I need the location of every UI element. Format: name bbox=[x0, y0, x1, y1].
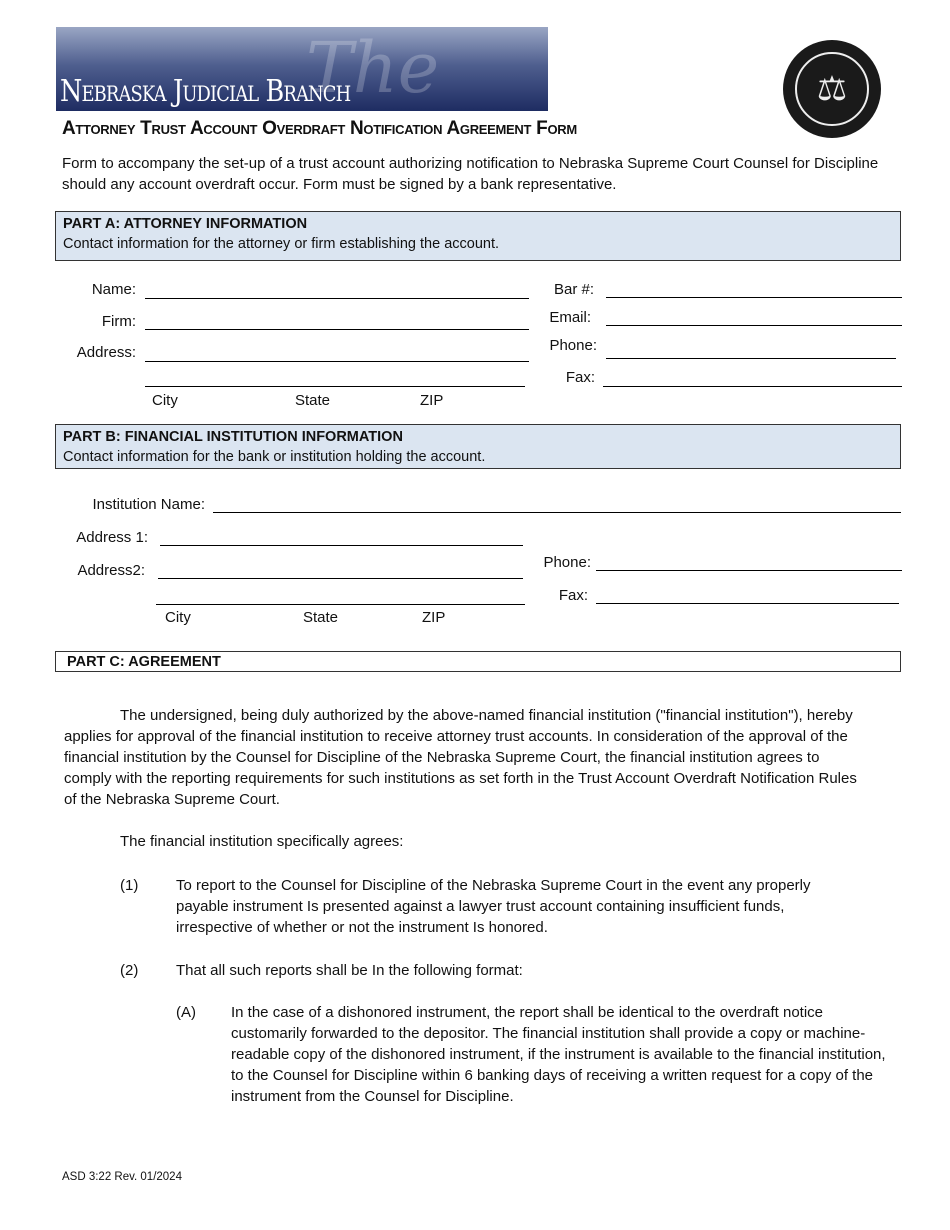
phone-label: Phone: bbox=[549, 337, 597, 354]
city-label-b: City bbox=[165, 609, 191, 626]
address-label: Address: bbox=[76, 344, 136, 361]
agreement-intro: The financial institution specifically agrees: bbox=[120, 833, 404, 850]
firm-field[interactable] bbox=[145, 329, 529, 330]
part-b-header bbox=[55, 424, 901, 469]
item-1-text: To report to the Counsel for Discipline of the Nebraska Supreme Court in the event any properly payable instrument Is presented against a lawyer trust account containing insufficient funds, irrespective of whether or not the instrument Is honored. bbox=[176, 877, 811, 936]
bar-field[interactable] bbox=[606, 297, 902, 298]
part-a-title: PART A: ATTORNEY INFORMATION bbox=[63, 216, 308, 232]
fax-label-b: Fax: bbox=[558, 587, 588, 604]
address-field[interactable] bbox=[145, 361, 529, 362]
judicial-branch-logo: The Nebraska Judicial Branch bbox=[56, 27, 548, 111]
institution-field[interactable] bbox=[213, 512, 901, 513]
phone-field-b[interactable] bbox=[596, 570, 902, 571]
part-c-header bbox=[55, 651, 901, 672]
part-b-desc: Contact information for the bank or institution holding the account. bbox=[63, 449, 486, 465]
address1-label: Address 1: bbox=[76, 529, 148, 546]
subitem-a-number: (A) bbox=[176, 1004, 196, 1021]
institution-label: Institution Name: bbox=[92, 496, 205, 513]
phone-field[interactable] bbox=[606, 358, 896, 359]
part-a-header bbox=[55, 211, 901, 261]
agreement-paragraph: The undersigned, being duly authorized by the above-named financial institution ("financial institution"), hereby applies for approval of the financial institution to receive attorney trust accounts. In consideration of the approval of the financial institution by the Counsel for Discipline of the Nebraska Supreme Court, the financial institution agrees to comply with the reporting requirements for such institutions as set forth in the Trust Account Overdraft Notification Rules of the Nebraska Supreme Court. bbox=[64, 707, 857, 808]
intro-text: Form to accompany the set-up of a trust account authorizing notification to Nebraska Supreme Court Counsel for Discipline should any account overdraft occur. Form must be signed by a bank representative. bbox=[62, 155, 879, 193]
court-seal-icon: ⚖ bbox=[783, 40, 881, 138]
address2-label: Address2: bbox=[77, 562, 145, 579]
city-state-zip-field[interactable] bbox=[145, 386, 525, 387]
phone-label-b: Phone: bbox=[543, 554, 591, 571]
fax-field[interactable] bbox=[603, 386, 902, 387]
bar-label: Bar #: bbox=[553, 281, 594, 298]
state-label-b: State bbox=[303, 609, 339, 626]
zip-label: ZIP bbox=[420, 392, 444, 409]
item-2-text: That all such reports shall be In the following format: bbox=[176, 962, 523, 979]
item-2-number: (2) bbox=[120, 962, 139, 979]
email-label: Email: bbox=[549, 309, 591, 326]
fax-label: Fax: bbox=[565, 369, 595, 386]
part-c-title: PART C: AGREEMENT bbox=[67, 654, 221, 670]
email-field[interactable] bbox=[606, 325, 902, 326]
part-a-desc: Contact information for the attorney or firm establishing the account. bbox=[63, 236, 500, 252]
city-state-zip-field-b[interactable] bbox=[156, 604, 525, 605]
name-label: Name: bbox=[91, 281, 136, 298]
page-title: Attorney Trust Account Overdraft Notification Agreement Form bbox=[62, 118, 577, 139]
address2-field[interactable] bbox=[158, 578, 523, 579]
state-label: State bbox=[295, 392, 331, 409]
item-1-number: (1) bbox=[120, 877, 139, 894]
form-footer-code: ASD 3:22 Rev. 01/2024 bbox=[62, 1171, 182, 1183]
fax-field-b[interactable] bbox=[596, 603, 899, 604]
address1-field[interactable] bbox=[160, 545, 523, 546]
city-label: City bbox=[152, 392, 178, 409]
name-field[interactable] bbox=[145, 298, 529, 299]
subitem-a-text: In the case of a dishonored instrument, the report shall be identical to the overdraft notice customarily forwarded to the depositor. The financial institution shall provide a copy or machine-readable copy of the dishonored instrument, if the instrument is available to the financial institution, to the Counsel for Discipline within 6 banking days of receiving a written request for a copy of the instrument from the Counsel for Discipline. bbox=[231, 1004, 886, 1105]
zip-label-b: ZIP bbox=[422, 609, 446, 626]
firm-label: Firm: bbox=[101, 313, 136, 330]
part-b-title: PART B: FINANCIAL INSTITUTION INFORMATION bbox=[63, 429, 403, 445]
